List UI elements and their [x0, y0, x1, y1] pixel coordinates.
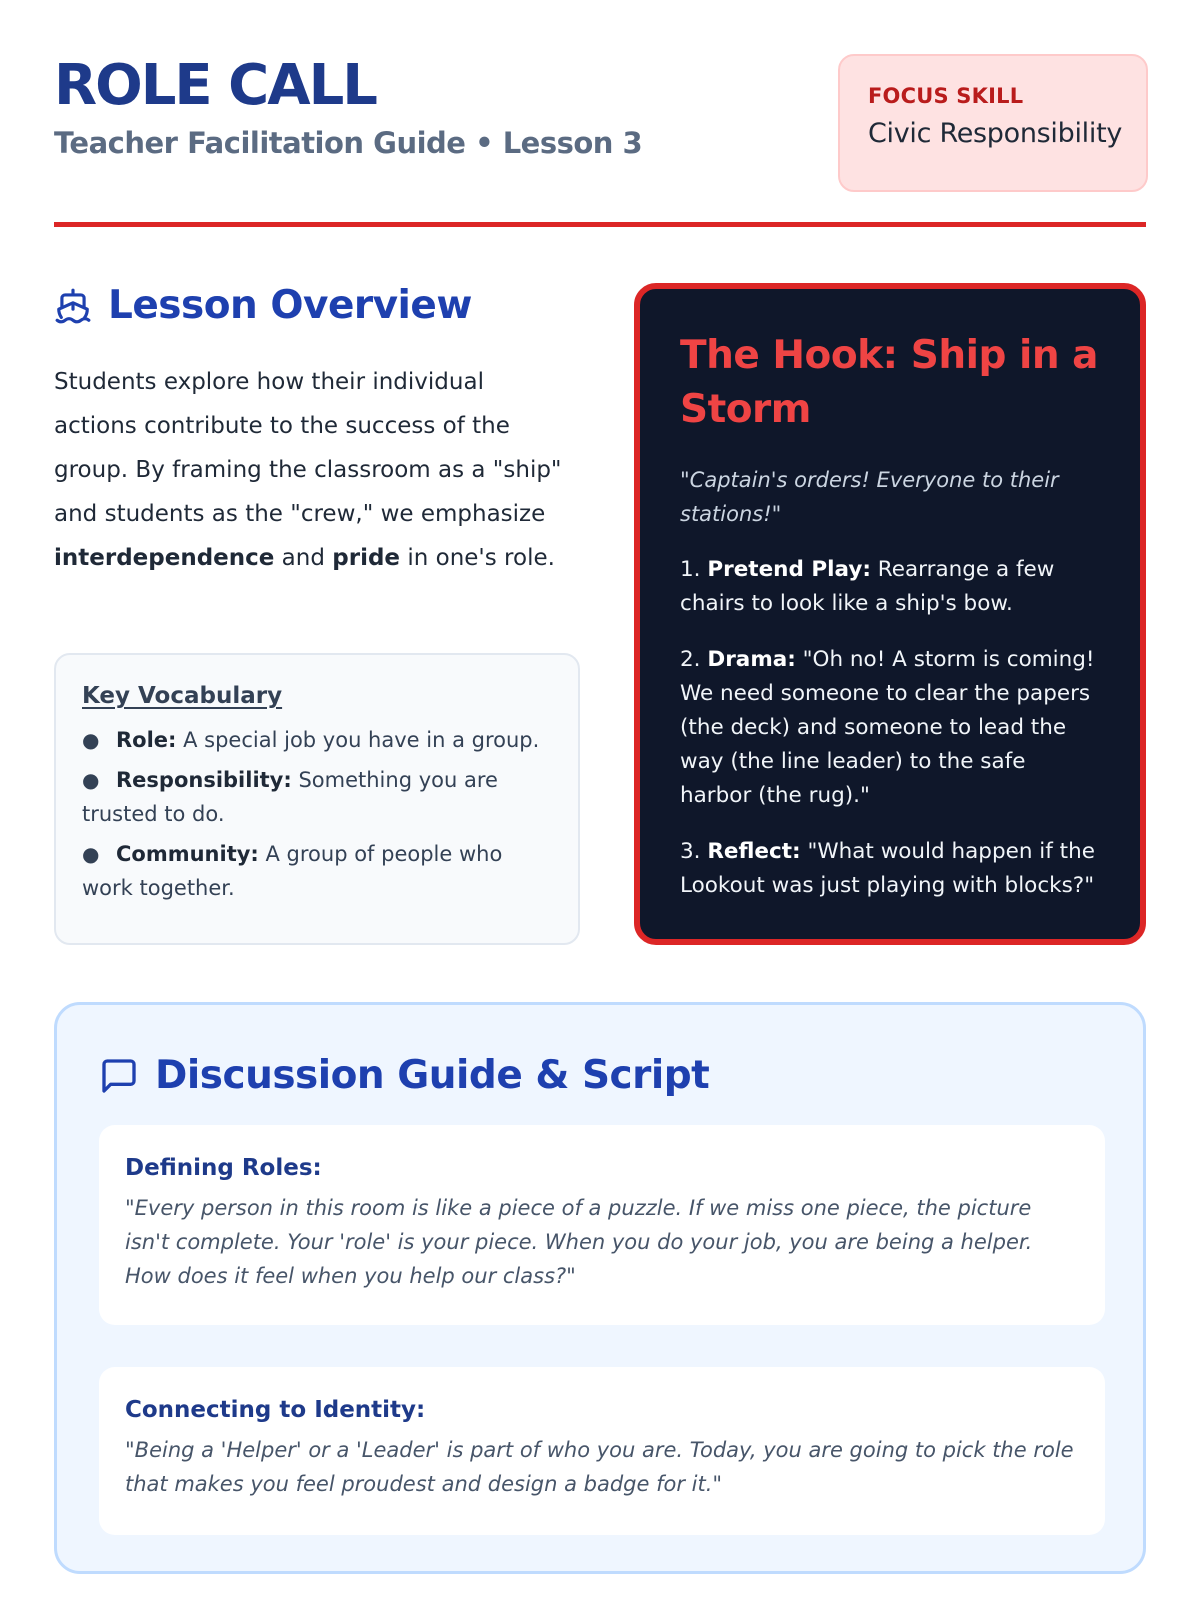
- focus-skill-label: FOCUS SKILL: [868, 84, 1024, 108]
- discussion-card-connecting-identity: [99, 1367, 1105, 1535]
- focus-skill-value: Civic Responsibility: [868, 118, 1123, 149]
- overview-paragraph: Students explore how their individual actions contribute to the success of the group. By framing the classroom as a "ship" and students as the "crew," we emphasize interdependence and pride in one's role.: [54, 369, 562, 571]
- hook-quote: "Captain's orders! Everyone to their stations!": [680, 468, 1059, 526]
- hook-step-reflect: 3. Reflect: "What would happen if the Lookout was just playing with blocks?": [680, 839, 1095, 898]
- page-subtitle: Teacher Facilitation Guide • Lesson 3: [54, 126, 643, 160]
- hook-step-pretend-play: 1. Pretend Play: Rearrange a few chairs to look like a ship's bow.: [680, 557, 1055, 616]
- focus-skill-box: [838, 54, 1148, 192]
- hook-box: [634, 283, 1146, 945]
- discussion-guide-box: [54, 1002, 1146, 1574]
- vocabulary-box: [54, 653, 580, 945]
- bullet-icon: ●: [82, 728, 100, 752]
- page-title: ROLE CALL: [54, 53, 376, 118]
- card-quote: "Being a 'Helper' or a 'Leader' is part of who you are. Today, you are going to pick the role that makes you feel proudest and design a badge for it.": [125, 1438, 1074, 1496]
- vocabulary-item-community: ● Community: A group of people who work together.: [82, 837, 552, 905]
- emphasis-interdependence: interdependence: [54, 545, 275, 571]
- page-header: [54, 52, 1146, 230]
- vocabulary-item-responsibility: ● Responsibility: Something you are trusted to do.: [82, 763, 552, 831]
- discussion-card-defining-roles: [99, 1125, 1105, 1325]
- card-title: Defining Roles:: [125, 1155, 322, 1181]
- discussion-heading: [99, 1053, 709, 1098]
- chat-bubble-icon: [99, 1056, 139, 1096]
- hook-step-drama: 2. Drama: "Oh no! A storm is coming! We need someone to clear the papers (the deck) and someone to lead the way (the line leader) to the safe harbor (the rug).": [680, 647, 1095, 808]
- bullet-icon: ●: [82, 842, 100, 866]
- overview-heading: [54, 283, 472, 328]
- bullet-icon: ●: [82, 768, 100, 792]
- card-quote: "Every person in this room is like a piece of a puzzle. If we miss one piece, the picture isn't complete. Your 'role' is your piece. When you do your job, you are being a helper. How does it feel when you help our class?": [125, 1196, 1033, 1288]
- discussion-title: Discussion Guide & Script: [155, 1053, 710, 1098]
- vocabulary-title: Key Vocabulary: [82, 683, 283, 709]
- hook-title: The Hook: Ship in a Storm: [680, 333, 1098, 432]
- emphasis-pride: pride: [332, 545, 401, 571]
- overview-title: Lesson Overview: [108, 283, 472, 328]
- ship-icon: [54, 287, 92, 325]
- header-divider: [54, 222, 1146, 227]
- vocabulary-item-role: ● Role: A special job you have in a group.: [82, 723, 552, 757]
- card-title: Connecting to Identity:: [125, 1397, 426, 1423]
